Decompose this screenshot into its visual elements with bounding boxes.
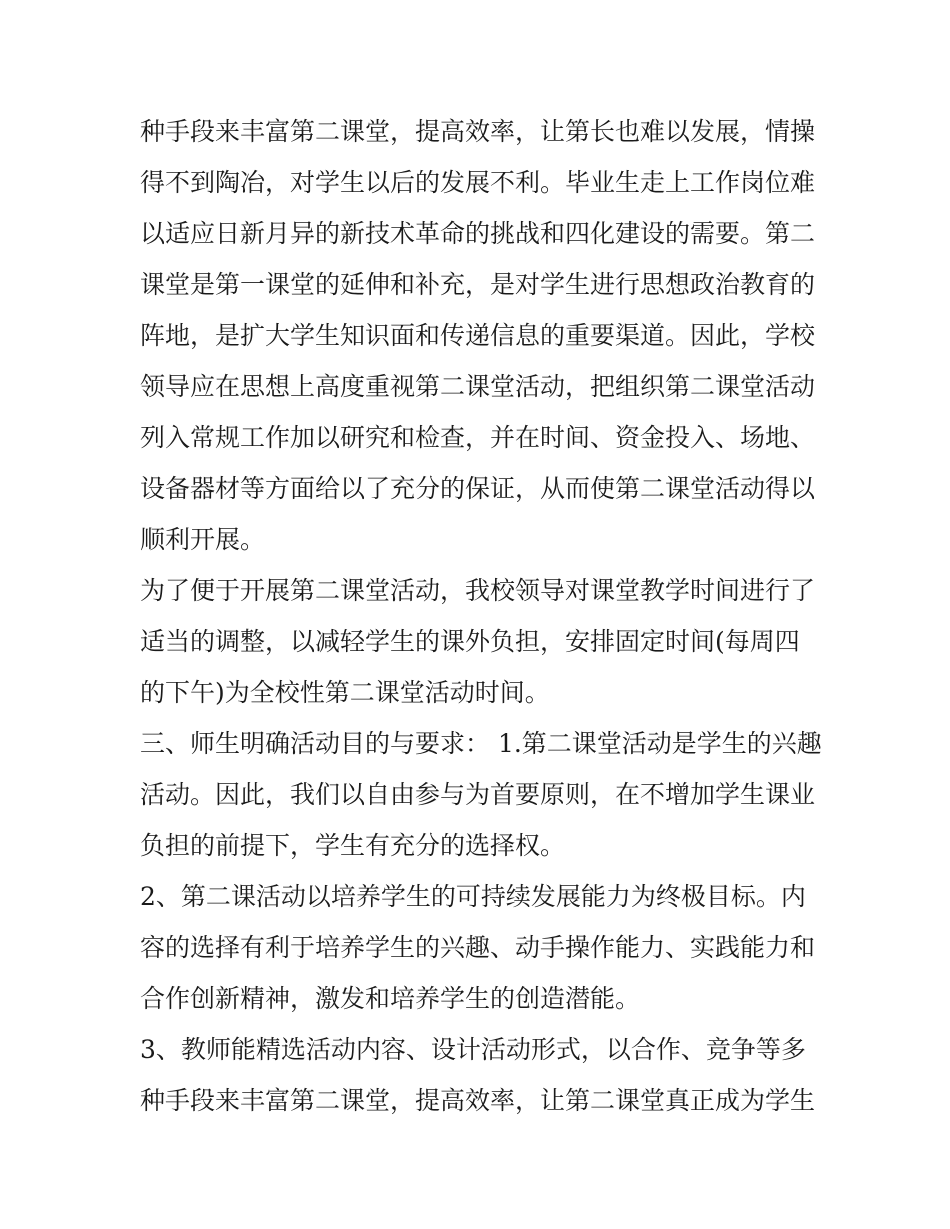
text-line: 三、师生明确活动目的与要求： 1.第二课堂活动是学生的兴趣 [140, 729, 822, 758]
text-line: 3、教师能精选活动内容、设计活动形式，以合作、竞争等多 [140, 1035, 806, 1064]
text-line: 得不到陶冶，对学生以后的发展不利。毕业生走上工作岗位难 [140, 168, 816, 197]
document-body [140, 106, 820, 1126]
text-line: 领导应在思想上高度重视第二课堂活动，把组织第二课堂活动 [140, 372, 816, 401]
text-line: 顺利开展。 [140, 525, 266, 554]
text-line: 2、第二课活动以培养学生的可持续发展能力为终极目标。内 [140, 882, 806, 911]
text-line: 的下午)为全校性第二课堂活动时间。 [140, 678, 550, 707]
text-line: 种手段来丰富第二课堂，提高效率，让第二课堂真正成为学生 [140, 1086, 816, 1115]
text-line: 负担的前提下，学生有充分的选择权。 [140, 831, 566, 860]
text-line: 为了便于开展第二课堂活动，我校领导对课堂教学时间进行了 [140, 576, 816, 605]
text-line: 容的选择有利于培养学生的兴趣、动手操作能力、实践能力和 [140, 933, 816, 962]
text-line: 以适应日新月异的新技术革命的挑战和四化建设的需要。第二 [140, 219, 816, 248]
text-line: 合作创新精神，激发和培养学生的创造潜能。 [140, 984, 641, 1013]
text-line: 课堂是第一课堂的延伸和补充，是对学生进行思想政治教育的 [140, 270, 816, 299]
text-line: 活动。因此，我们以自由参与为首要原则，在不增加学生课业 [140, 780, 816, 809]
text-line: 适当的调整，以减轻学生的课外负担，安排固定时间(每周四 [140, 627, 800, 656]
text-line: 种手段来丰富第二课堂，提高效率，让第长也难以发展，情操 [140, 117, 816, 146]
text-line: 阵地，是扩大学生知识面和传递信息的重要渠道。因此，学校 [140, 321, 816, 350]
text-line: 设备器材等方面给以了充分的保证，从而使第二课堂活动得以 [140, 474, 816, 503]
text-line: 列入常规工作加以研究和检查，并在时间、资金投入、场地、 [140, 423, 816, 452]
